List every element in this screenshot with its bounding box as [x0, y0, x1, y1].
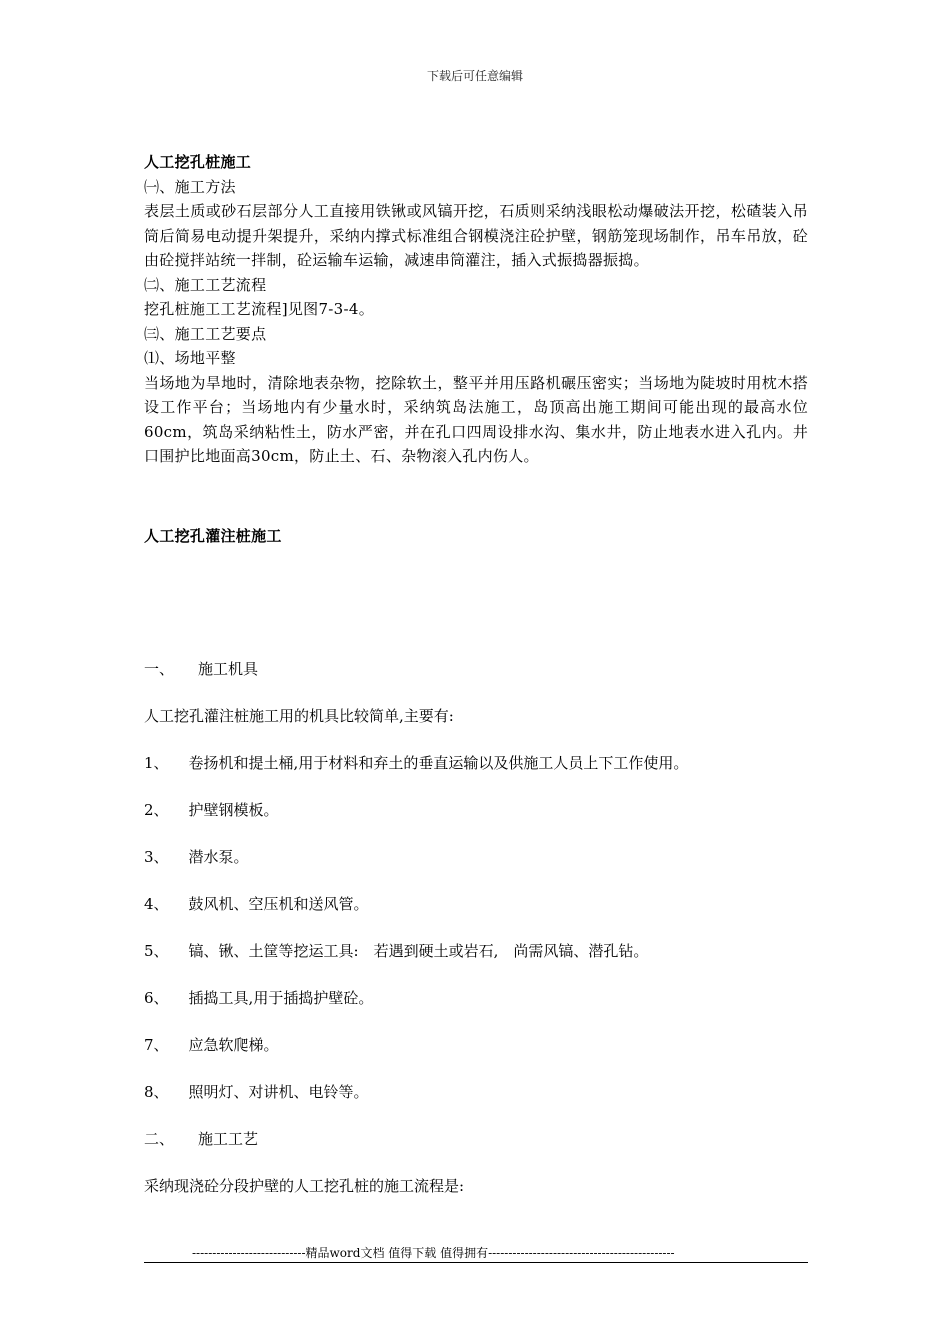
process-intro: 采纳现浇砼分段护壁的人工挖孔桩的施工流程是: [144, 1177, 465, 1195]
heading-process: 二、 施工工艺 [144, 1130, 259, 1148]
list-item: 1、 卷扬机和提土桶,用于材料和弃土的垂直运输以及供施工人员上下工作使用。 [144, 754, 689, 772]
page-footer: ----------------------------精品word文档 值得下载 值得拥有---------------------------------------------- [144, 1245, 808, 1263]
heading-equipment: 一、 施工机具 [144, 660, 259, 678]
section-equipment [144, 657, 808, 1221]
list-item: 4、 鼓风机、空压机和送风管。 [144, 895, 369, 913]
list-item: 5、 镐、锹、土筐等挖运工具: 若遇到硬土或岩石, 尚需风镐、潜孔钻。 [144, 942, 649, 960]
page-header: 下载后可任意编辑 [426, 69, 523, 83]
section2-title-block [144, 524, 808, 549]
list-item: 8、 照明灯、对讲机、电铃等。 [144, 1083, 369, 1101]
section2-title: 人工挖孔灌注桩施工 [144, 527, 282, 545]
paragraph-method: 表层土质或砂石层部分人工直接用铁锹或风镐开挖，石质则采纳浅眼松动爆破法开挖，松碴装入吊筒后简易电动提升架提升，采纳内撑式标准组合钢模浇注砼护壁，钢筋笼现场制作，吊车吊放，砼由砼搅拌站统一拌制，砼运输车运输，减速串筒灌注，插入式振捣器振捣。 [144, 202, 808, 269]
section-construction [144, 150, 808, 469]
subheading-process: ㈡、施工工艺流程 [144, 275, 267, 294]
list-item: 7、 应急软爬梯。 [144, 1036, 279, 1054]
subheading-key-points: ㈢、施工工艺要点 [144, 324, 267, 343]
subheading-site-leveling: ⑴、场地平整 [144, 349, 236, 367]
list-item: 3、 潜水泵。 [144, 848, 249, 866]
paragraph-process: 挖孔桩施工工艺流程]见图7-3-4。 [144, 300, 375, 318]
subheading-method: ㈠、施工方法 [144, 177, 236, 196]
section-title: 人工挖孔桩施工 [144, 153, 252, 171]
paragraph-site-leveling: 当场地为旱地时，清除地表杂物，挖除软土，整平并用压路机碾压密实；当场地为陡坡时用枕木搭设工作平台；当场地内有少量水时，采纳筑岛法施工，岛顶高出施工期间可能出现的最高水位60cm，筑岛采纳粘性土，防水严密，并在孔口四周设排水沟、集水井，防止地表水进入孔内。井口围护比地面高30cm，防止土、石、杂物滚入孔内伤人。 [144, 373, 808, 465]
list-item: 6、 插捣工具,用于插捣护壁砼。 [144, 989, 374, 1007]
equipment-intro: 人工挖孔灌注桩施工用的机具比较简单,主要有: [144, 707, 454, 725]
list-item: 2、 护壁钢模板。 [144, 801, 279, 819]
